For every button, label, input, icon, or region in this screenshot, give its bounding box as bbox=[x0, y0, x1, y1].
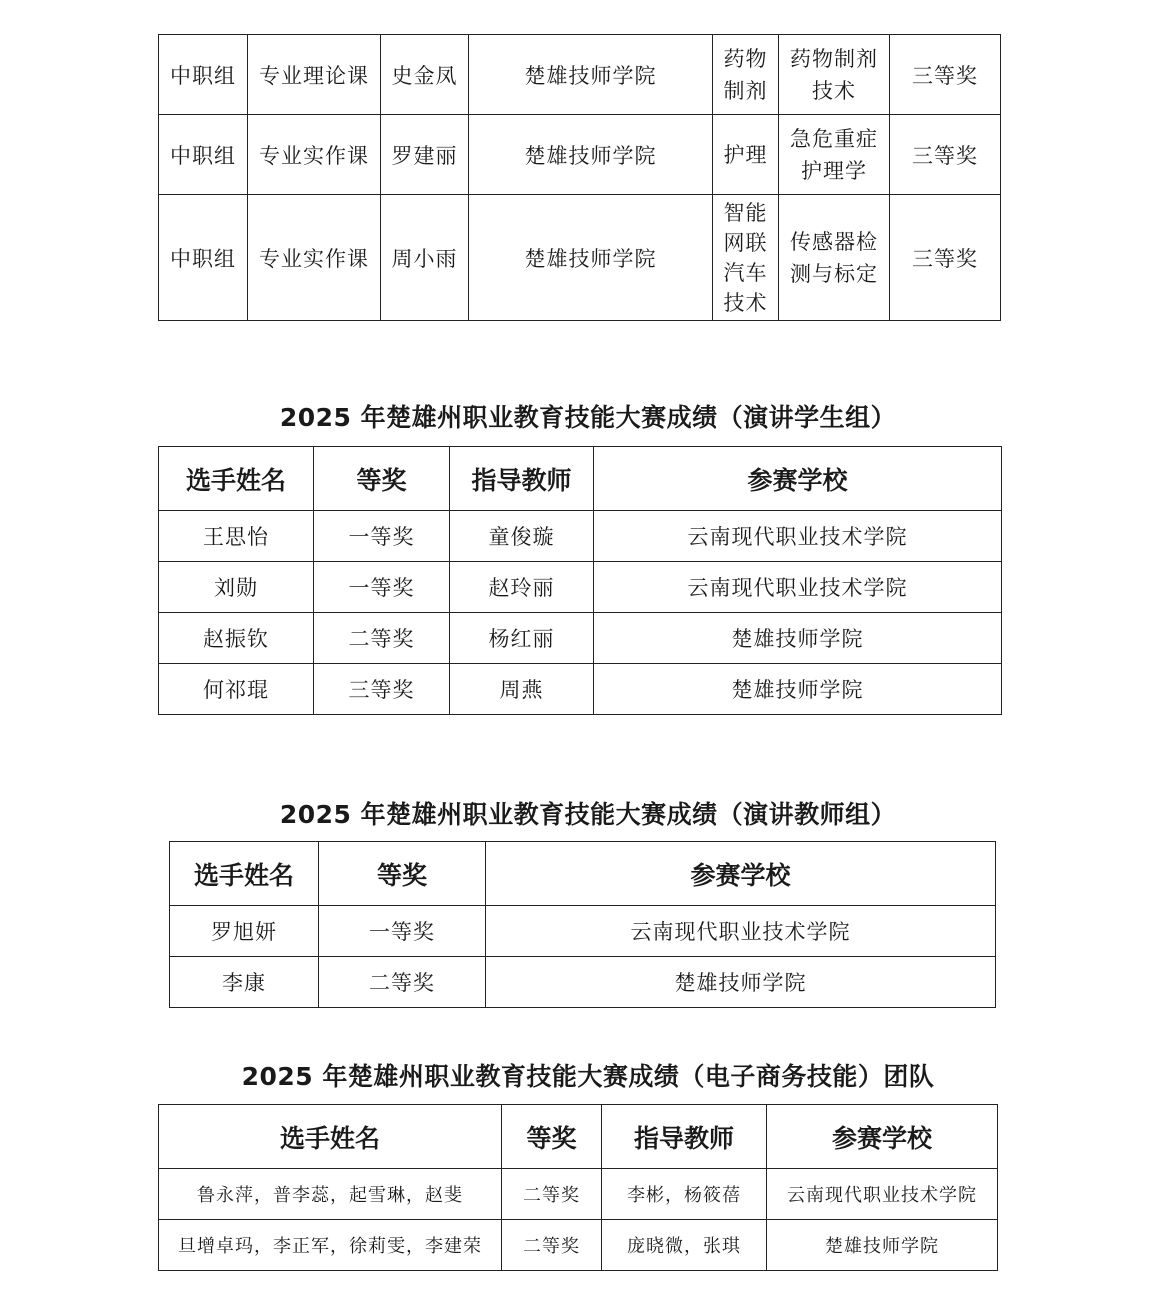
subject-text: 药物制剂 技术 bbox=[790, 46, 878, 103]
student-speech-title: 2025 年楚雄州职业教育技能大赛成绩（演讲学生组） bbox=[279, 403, 897, 432]
award-cell: 三等奖 bbox=[890, 195, 1001, 321]
table-row bbox=[159, 511, 1002, 562]
advisor-cell: 周燕 bbox=[450, 664, 594, 715]
subject-text: 急危重症 护理学 bbox=[790, 126, 878, 183]
school-cell: 楚雄技师学院 bbox=[469, 195, 713, 321]
header-name: 选手姓名 bbox=[159, 447, 314, 511]
header-school: 参赛学校 bbox=[486, 842, 996, 906]
major-text: 护理 bbox=[723, 142, 768, 167]
table-row bbox=[159, 35, 1001, 115]
advisor-cell: 童俊璇 bbox=[450, 511, 594, 562]
school-cell: 云南现代职业技术学院 bbox=[594, 511, 1002, 562]
group-cell: 中职组 bbox=[159, 115, 248, 195]
name-cell: 罗旭妍 bbox=[170, 906, 319, 957]
teacher-speech-table bbox=[169, 841, 996, 1008]
table-row bbox=[170, 957, 996, 1008]
table-header-row bbox=[159, 1105, 998, 1169]
table-row bbox=[170, 906, 996, 957]
school-cell: 楚雄技师学院 bbox=[594, 613, 1002, 664]
advisor-cell: 赵玲丽 bbox=[450, 562, 594, 613]
award-cell: 一等奖 bbox=[314, 511, 450, 562]
course-cell: 专业实作课 bbox=[248, 195, 381, 321]
subject-cell bbox=[779, 195, 890, 321]
name-cell: 赵振钦 bbox=[159, 613, 314, 664]
award-cell: 一等奖 bbox=[314, 562, 450, 613]
school-cell: 云南现代职业技术学院 bbox=[486, 906, 996, 957]
table-row bbox=[159, 1169, 998, 1220]
award-cell: 一等奖 bbox=[319, 906, 486, 957]
teacher-cell: 罗建丽 bbox=[381, 115, 469, 195]
name-cell: 王思怡 bbox=[159, 511, 314, 562]
ecommerce-team-table bbox=[158, 1104, 998, 1271]
school-cell: 云南现代职业技术学院 bbox=[594, 562, 1002, 613]
header-names: 选手姓名 bbox=[159, 1105, 502, 1169]
header-advisor: 指导教师 bbox=[602, 1105, 767, 1169]
school-cell: 楚雄技师学院 bbox=[486, 957, 996, 1008]
table-row bbox=[159, 115, 1001, 195]
table-row bbox=[159, 613, 1002, 664]
school-cell: 楚雄技师学院 bbox=[594, 664, 1002, 715]
advisors-cell: 李彬，杨筱蓓 bbox=[602, 1169, 767, 1220]
award-cell: 二等奖 bbox=[502, 1169, 602, 1220]
table-row bbox=[159, 1220, 998, 1271]
group-cell: 中职组 bbox=[159, 35, 248, 115]
subject-cell bbox=[779, 35, 890, 115]
major-text: 智能 网联 汽车 技术 bbox=[723, 200, 768, 315]
names-cell: 旦增卓玛，李正军，徐莉雯，李建荣 bbox=[159, 1220, 502, 1271]
student-speech-table bbox=[158, 446, 1002, 715]
header-award: 等奖 bbox=[314, 447, 450, 511]
names-cell: 鲁永萍，普李蕊，起雪琳，赵斐 bbox=[159, 1169, 502, 1220]
course-cell: 专业理论课 bbox=[248, 35, 381, 115]
major-cell bbox=[713, 195, 779, 321]
school-cell: 云南现代职业技术学院 bbox=[767, 1169, 998, 1220]
course-cell: 专业实作课 bbox=[248, 115, 381, 195]
teacher-awards-table bbox=[158, 34, 1001, 321]
header-school: 参赛学校 bbox=[594, 447, 1002, 511]
award-cell: 三等奖 bbox=[890, 35, 1001, 115]
header-award: 等奖 bbox=[502, 1105, 602, 1169]
school-cell: 楚雄技师学院 bbox=[469, 115, 713, 195]
school-cell: 楚雄技师学院 bbox=[767, 1220, 998, 1271]
table-row bbox=[159, 562, 1002, 613]
school-cell: 楚雄技师学院 bbox=[469, 35, 713, 115]
table-header-row bbox=[159, 447, 1002, 511]
subject-cell bbox=[779, 115, 890, 195]
award-cell: 二等奖 bbox=[314, 613, 450, 664]
award-cell: 三等奖 bbox=[890, 115, 1001, 195]
advisors-cell: 庞晓微，张琪 bbox=[602, 1220, 767, 1271]
header-advisor: 指导教师 bbox=[450, 447, 594, 511]
header-award: 等奖 bbox=[319, 842, 486, 906]
header-school: 参赛学校 bbox=[767, 1105, 998, 1169]
major-cell bbox=[713, 35, 779, 115]
name-cell: 李康 bbox=[170, 957, 319, 1008]
name-cell: 何祁琨 bbox=[159, 664, 314, 715]
table-row bbox=[159, 664, 1002, 715]
advisor-cell: 杨红丽 bbox=[450, 613, 594, 664]
header-name: 选手姓名 bbox=[170, 842, 319, 906]
award-cell: 二等奖 bbox=[319, 957, 486, 1008]
subject-text: 传感器检 测与标定 bbox=[790, 229, 878, 286]
award-cell: 二等奖 bbox=[502, 1220, 602, 1271]
table-row bbox=[159, 195, 1001, 321]
table-header-row bbox=[170, 842, 996, 906]
teacher-cell: 周小雨 bbox=[381, 195, 469, 321]
teacher-speech-title: 2025 年楚雄州职业教育技能大赛成绩（演讲教师组） bbox=[279, 800, 897, 829]
major-cell bbox=[713, 115, 779, 195]
award-cell: 三等奖 bbox=[314, 664, 450, 715]
ecommerce-team-title: 2025 年楚雄州职业教育技能大赛成绩（电子商务技能）团队 bbox=[241, 1062, 935, 1091]
group-cell: 中职组 bbox=[159, 195, 248, 321]
teacher-cell: 史金凤 bbox=[381, 35, 469, 115]
name-cell: 刘勋 bbox=[159, 562, 314, 613]
major-text: 药物 制剂 bbox=[723, 46, 768, 103]
